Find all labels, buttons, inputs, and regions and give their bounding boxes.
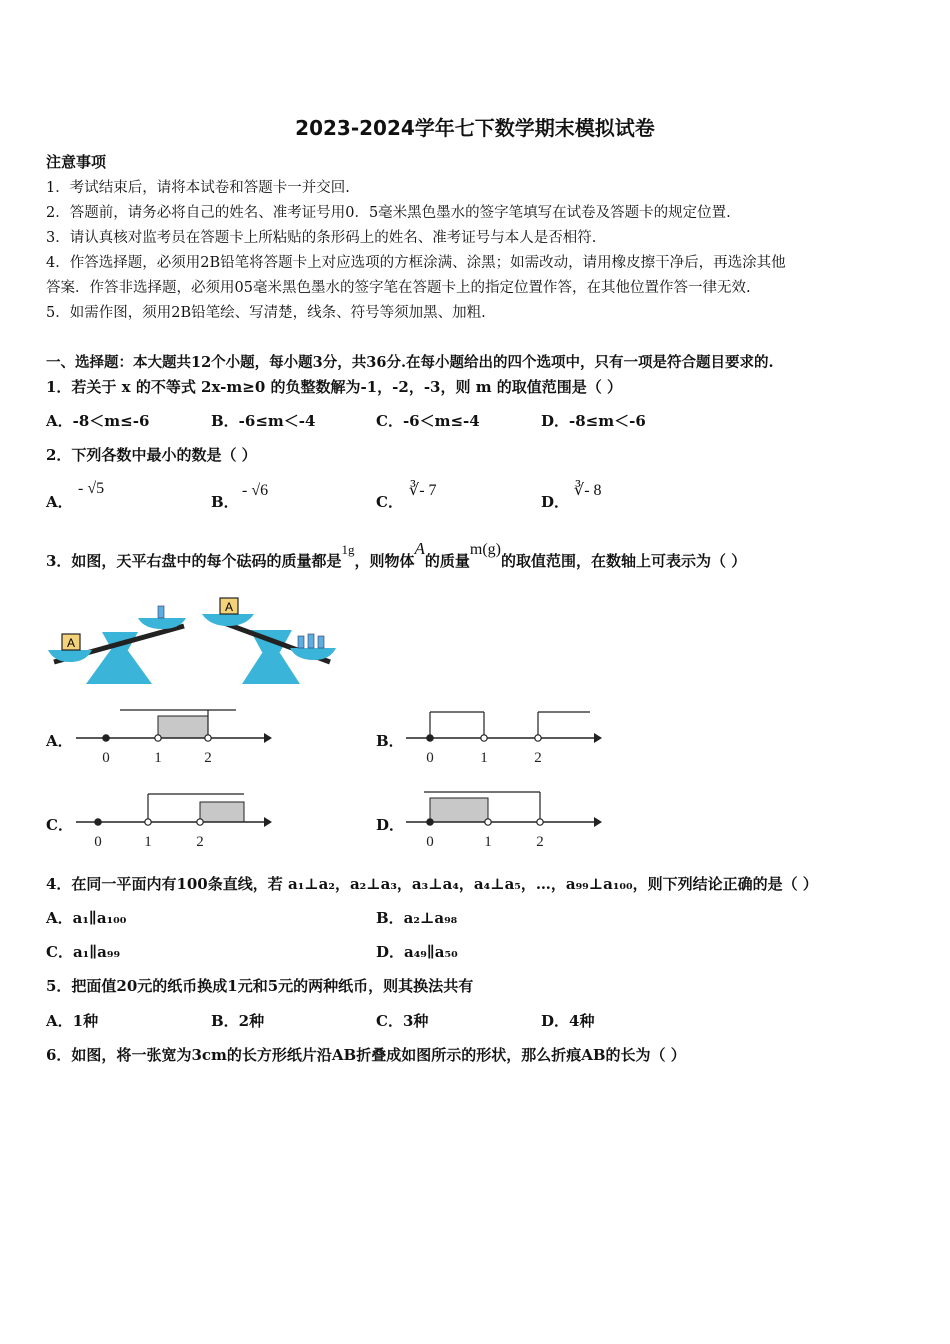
tick-label: 0 [426, 834, 434, 850]
number-line-a [72, 700, 302, 770]
left-object-label: A [66, 636, 76, 650]
q3-stem-b: ，则物体 [354, 552, 415, 570]
q4-option-b: B．a₂⊥a₉₈ [376, 909, 458, 927]
q5-option-d: D．4种 [541, 1012, 595, 1030]
axis-arrow [264, 817, 272, 827]
axis-arrow [264, 733, 272, 743]
notice-item-4-cont: 答案．作答非选择题，必须用05毫米黑色墨水的签字笔在答题卡上的指定位置作答，在其他位置作答一律无效. [46, 280, 751, 296]
tick-label: 1 [144, 834, 152, 850]
q4-option-a: A．a₁∥a₁₀₀ [46, 909, 127, 927]
q4-option-c: C．a₁∥a₉₉ [46, 943, 121, 961]
axis-arrow [594, 733, 602, 743]
q4-stem: 4．在同一平面内有100条直线，若 a₁⊥a₂，a₂⊥a₃，a₃⊥a₄，a₄⊥a₅，…，a₉₉⊥a₁₀₀，则下列结论正确的是（ ） [46, 875, 818, 893]
open-point [485, 819, 491, 825]
q2-option-c-value: ∛- 7 [409, 482, 437, 499]
q1-option-c: C．-6＜m≤-4 [376, 412, 480, 430]
q3-option-c-label: C． [46, 816, 73, 834]
section-heading: 一、选择题：本大题共12个小题，每小题3分，共36分.在每小题给出的四个选项中，只有一项是符合题目要求的. [46, 354, 774, 371]
tick-label: 1 [480, 750, 488, 766]
q2-option-d-label: D． [541, 493, 570, 511]
tick-label: 0 [94, 834, 102, 850]
q1-option-b: B．-6≤m＜-4 [211, 412, 316, 430]
axis-arrow [594, 817, 602, 827]
q2-option-d-value: ∛- 8 [574, 482, 602, 499]
right-balance [202, 598, 336, 684]
q3-option-a-label: A． [46, 732, 73, 750]
tick-label: 0 [102, 750, 110, 766]
q5-stem: 5．把面值20元的纸币换成1元和5元的两种纸币，则其换法共有 [46, 977, 474, 995]
q3-stem-c: 的质量 [424, 552, 470, 570]
q3-option-d-label: D． [376, 816, 405, 834]
open-point [481, 735, 487, 741]
q2-option-a-value: - √5 [78, 480, 105, 497]
q1-option-a: A．-8＜m≤-6 [46, 412, 150, 430]
q1-stem: 1．若关于 x 的不等式 2x-m≥0 的负整数解为-1，-2，-3，则 m 的取值范围是（ ） [46, 378, 623, 396]
open-point [155, 735, 161, 741]
left-balance [48, 606, 186, 684]
right-object-label: A [224, 600, 234, 614]
q3-var: A [414, 539, 425, 558]
q3-stem-d: 的取值范围，在数轴上可表示为（ ） [500, 552, 747, 570]
q2-option-b-value: - √6 [242, 482, 269, 499]
solid-point [95, 819, 101, 825]
q1-option-d: D．-8≤m＜-6 [541, 412, 646, 430]
number-line-c [72, 784, 302, 854]
shaded-range [158, 716, 208, 738]
tick-label: 2 [204, 750, 212, 766]
shaded-range [430, 798, 488, 822]
open-point [537, 819, 543, 825]
q3-mass: m(g) [469, 541, 501, 558]
tick-label: 2 [536, 834, 544, 850]
open-point [145, 819, 151, 825]
notice-item-3: 3．请认真核对监考员在答题卡上所粘贴的条形码上的姓名、准考证号与本人是否相符. [46, 230, 597, 246]
q5-option-b: B．2种 [211, 1012, 265, 1030]
tick-label: 2 [534, 750, 542, 766]
q4-option-d: D．a₄₉∥a₅₀ [376, 943, 458, 961]
notice-item-2: 2．答题前，请务必将自己的姓名、准考证号用0．5毫米黑色墨水的签字笔填写在试卷及答题卡的规定位置. [46, 205, 731, 221]
q2-option-c-label: C． [376, 493, 403, 511]
solid-point [427, 819, 433, 825]
open-point [535, 735, 541, 741]
tick-label: 1 [484, 834, 492, 850]
q2-option-b-label: B． [211, 493, 239, 511]
q2-stem: 2．下列各数中最小的数是（ ） [46, 446, 257, 464]
tick-label: 2 [196, 834, 204, 850]
q3-stem-a: 3．如图，天平右盘中的每个砝码的质量都是 [46, 552, 342, 570]
notice-item-1: 1．考试结束后，请将本试卷和答题卡一并交回. [46, 180, 350, 196]
solid-point [427, 735, 433, 741]
q3-option-b-label: B． [376, 732, 404, 750]
q5-option-a: A．1种 [46, 1012, 99, 1030]
q5-option-c: C．3种 [376, 1012, 429, 1030]
page-title: 2023-2024学年七下数学期末模拟试卷 [295, 116, 655, 140]
q2-option-a-label: A． [46, 493, 73, 511]
tick-label: 1 [154, 750, 162, 766]
notice-item-4: 4．作答选择题，必须用2B铅笔将答题卡上对应选项的方框涂满、涂黑；如需改动，请用橡皮擦干净后，再选涂其他 [46, 255, 786, 271]
number-line-d [402, 784, 632, 854]
number-line-b [402, 700, 632, 770]
tick-label: 0 [426, 750, 434, 766]
q3-stem [46, 539, 747, 571]
balance-figure [46, 598, 336, 688]
notice-item-5: 5．如需作图，须用2B铅笔绘、写清楚，线条、符号等须加黑、加粗. [46, 305, 486, 321]
open-point [197, 819, 203, 825]
solid-point [103, 735, 109, 741]
open-point [205, 735, 211, 741]
q3-unit: 1g [341, 542, 355, 557]
shaded-range [200, 802, 244, 822]
notice-heading: 注意事项 [46, 153, 107, 171]
q6-stem: 6．如图，将一张宽为3cm的长方形纸片沿AB折叠成如图所示的形状，那么折痕AB的长为（ ） [46, 1046, 686, 1064]
